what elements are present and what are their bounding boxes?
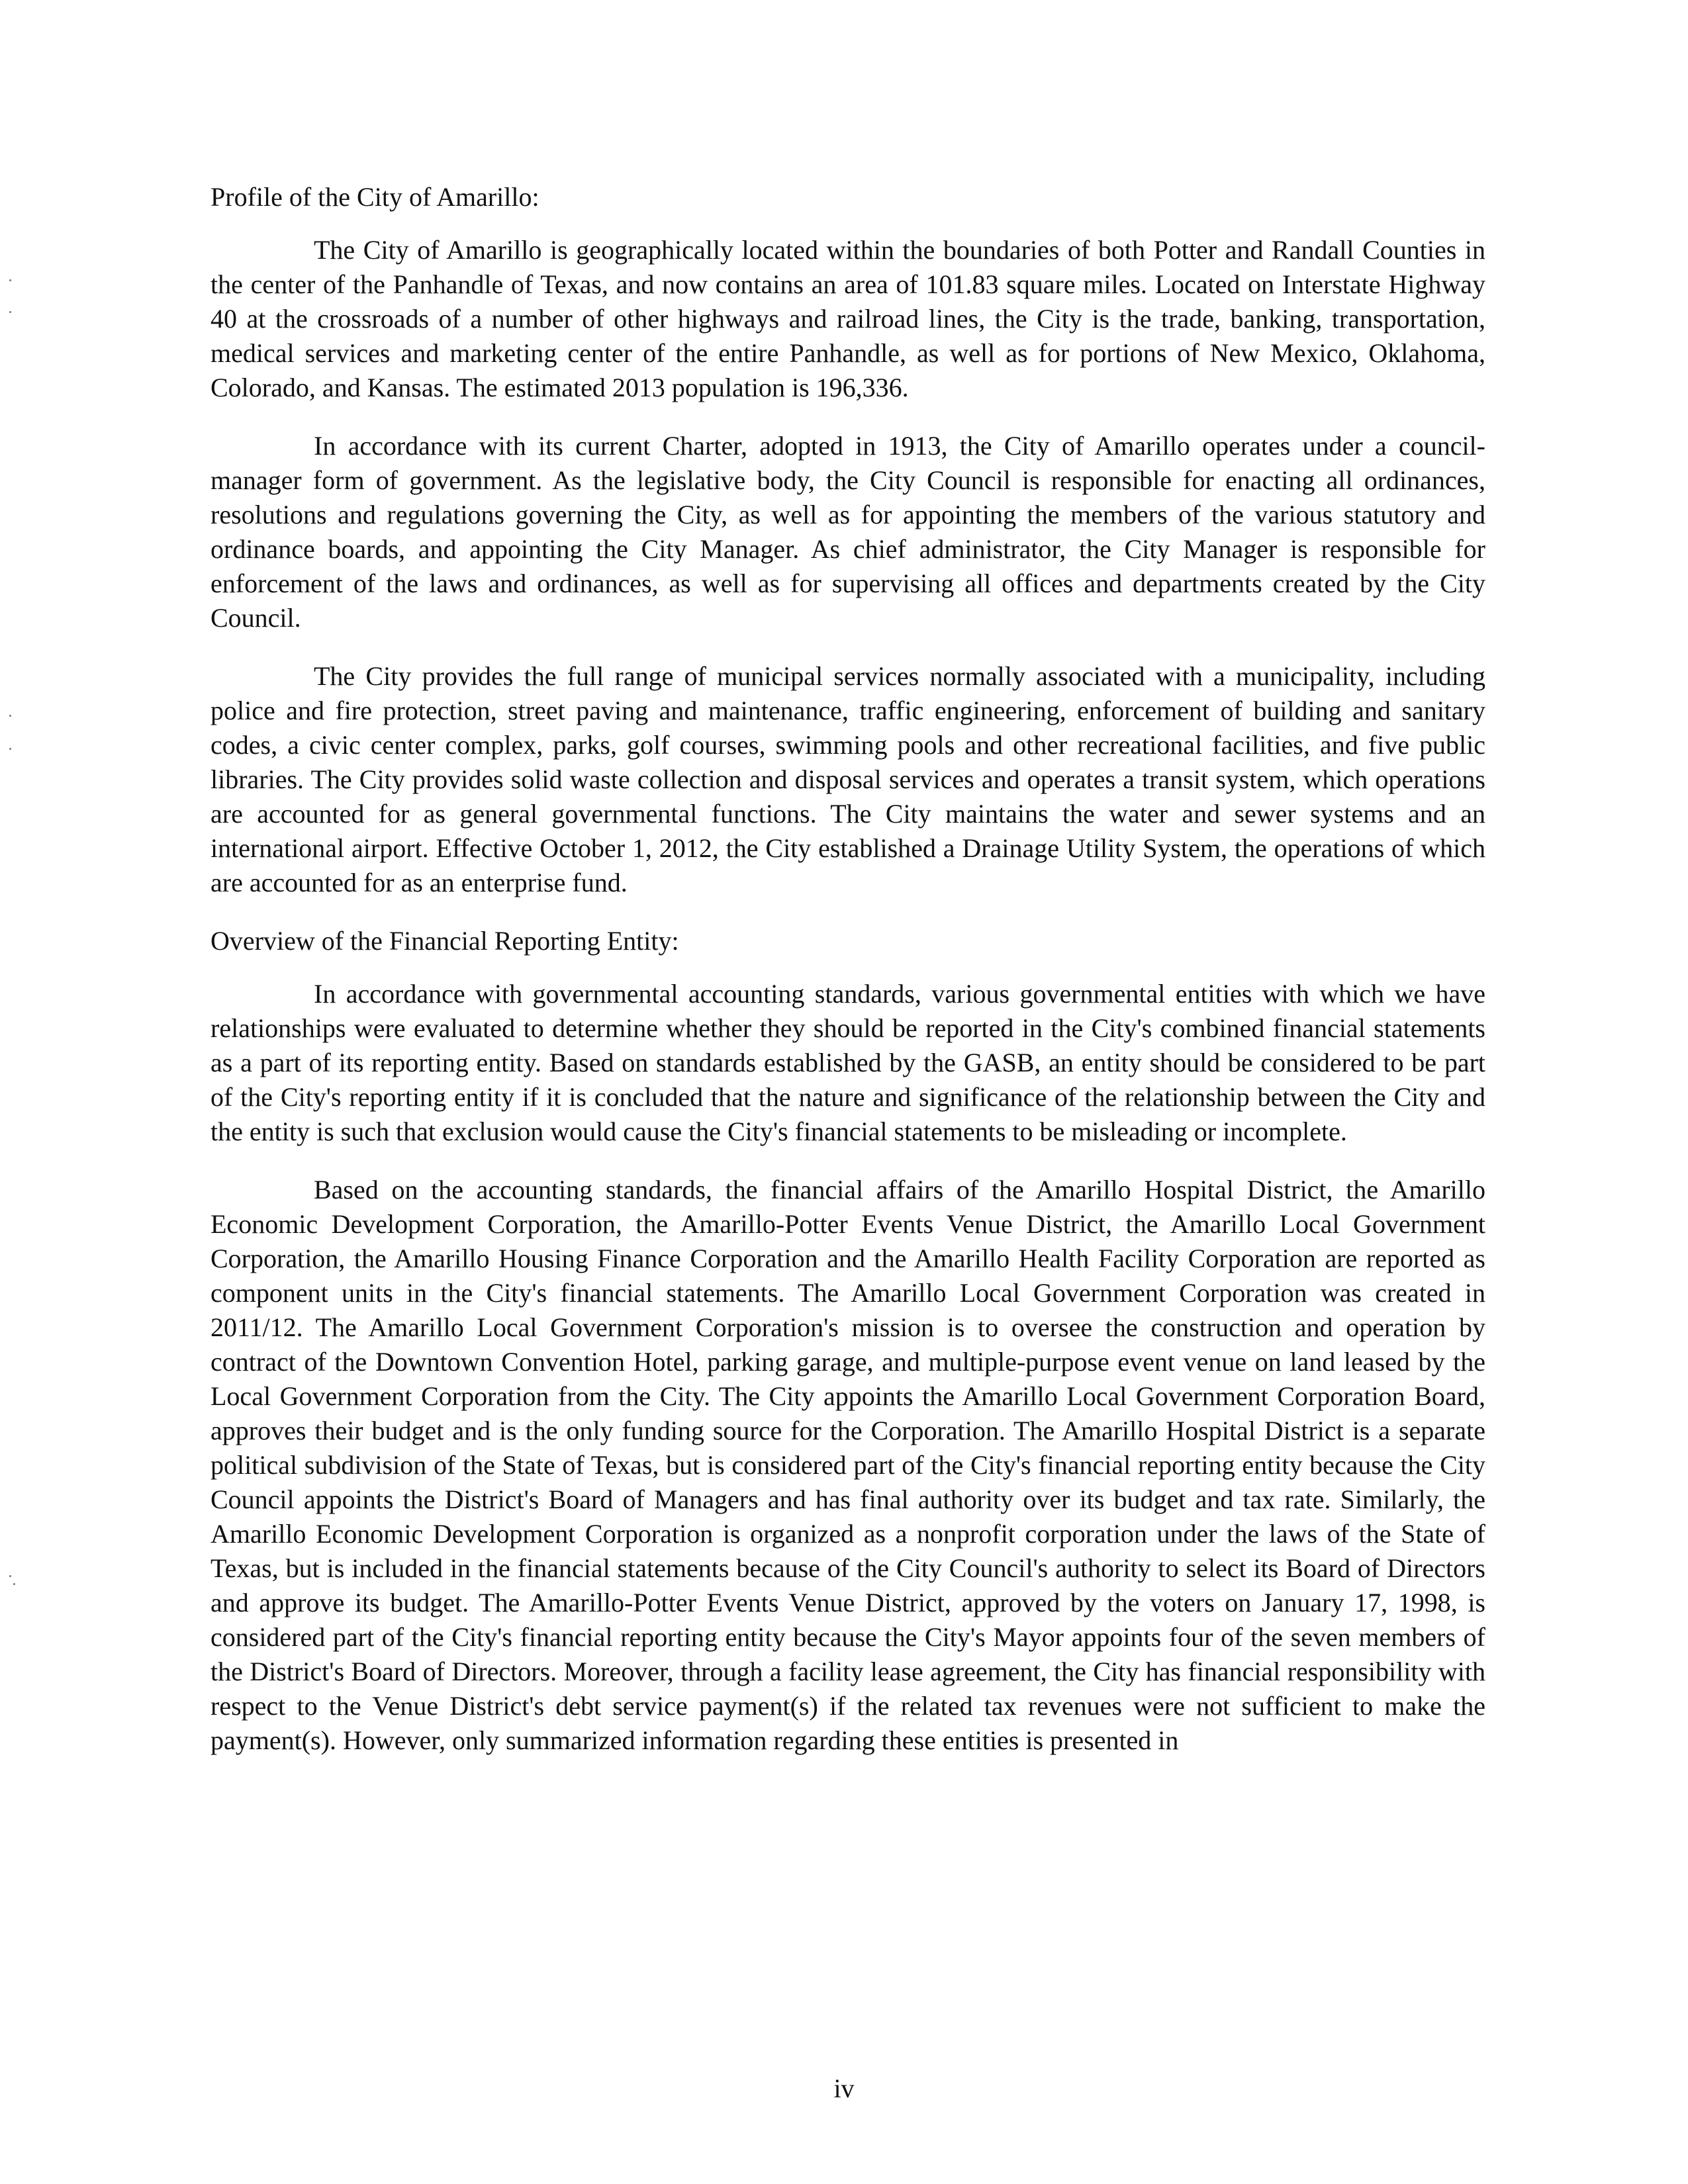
scan-speck [9, 715, 11, 717]
paragraph-component-units: Based on the accounting standards, the financial affairs of the Amarillo Hospital District, the Amarillo Economic Development Corporation, the Amarillo-Potter Events Venue District, the Amarillo Local Government Corporation, the Amarillo Housing Finance Corporation and the Amarillo Health Facility Corporation are reported as component units in the City's financial statements. The Amarillo Local Government Corporation was created in 2011/12. The Amarillo Local Government Corporation's mission is to oversee the construction and operation by contract of the Downtown Convention Hotel, parking garage, and multiple-purpose event venue on land leased by the Local Government Corporation from the City. The City appoints the Amarillo Local Government Corporation Board, approves their budget and is the only funding source for the Corporation. The Amarillo Hospital District is a separate political subdivision of the State of Texas, but is considered part of the City's financial reporting entity because the City Council appoints the District's Board of Managers and has final authority over its budget and tax rate. Similarly, the Amarillo Economic Development Corporation is organized as a nonprofit corporation under the laws of the State of Texas, but is included in the financial statements because of the City Council's authority to select its Board of Directors and approve its budget. The Amarillo-Potter Events Venue District, approved by the voters on January 17, 1998, is considered part of the City's financial reporting entity because the City's Mayor appoints four of the seven members of the District's Board of Directors. Moreover, through a facility lease agreement, the City has financial responsibility with respect to the Venue District's debt service payment(s) if the related tax revenues were not sufficient to make the payment(s). However, only summarized information regarding these entities is presented in [211, 1175, 1485, 1755]
scan-speck [9, 279, 11, 281]
paragraph-location: The City of Amarillo is geographically located within the boundaries of both Potter and Randall Counties in the center of the Panhandle of Texas, and now contains an area of 101.83 square miles. Located on Interstate Highway 40 at the crossroads of a number of other highways and railroad lines, the City is the trade, banking, transportation, medical services and marketing center of the entire Panhandle, as well as for portions of New Mexico, Oklahoma, Colorado, and Kansas. The estimated 2013 population is 196,336. [211, 235, 1485, 402]
scan-speck [9, 311, 11, 313]
document-body [211, 180, 1485, 1782]
scan-speck [9, 1575, 11, 1577]
section-heading-reporting-entity: Overview of the Financial Reporting Entity: [211, 926, 679, 956]
paragraph-charter: In accordance with its current Charter, adopted in 1913, the City of Amarillo operates under a council-manager form of government. As the legislative body, the City Council is responsible for enacting all ordinances, resolutions and regulations governing the City, as well as for appointing the members of the various statutory and ordinance boards, and appointing the City Manager. As chief administrator, the City Manager is responsible for enforcement of the laws and ordinances, as well as for supervising all offices and departments created by the City Council. [211, 431, 1485, 633]
section-heading-profile: Profile of the City of Amarillo: [211, 182, 539, 212]
scan-speck [13, 1583, 15, 1585]
scan-speck [9, 748, 11, 750]
paragraph-services: The City provides the full range of municipal services normally associated with a municipality, including police and fire protection, street paving and maintenance, traffic engineering, enforcement of building and sanitary codes, a civic center complex, parks, golf courses, swimming pools and other recreational facilities, and five public libraries. The City provides solid waste collection and disposal services and operates a transit system, which operations are accounted for as general governmental functions. The City maintains the water and sewer systems and an international airport. Effective October 1, 2012, the City established a Drainage Utility System, the operations of which are accounted for as an enterprise fund. [211, 661, 1485, 897]
page-number: iv [833, 2073, 855, 2103]
paragraph-accounting-standards: In accordance with governmental accounting standards, various governmental entities with which we have relationships were evaluated to determine whether they should be reported in the City's combined financial statements as a part of its reporting entity. Based on standards established by the GASB, an entity should be considered to be part of the City's reporting entity if it is concluded that the nature and significance of the relationship between the City and the entity is such that exclusion would cause the City's financial statements to be misleading or incomplete. [211, 979, 1485, 1146]
